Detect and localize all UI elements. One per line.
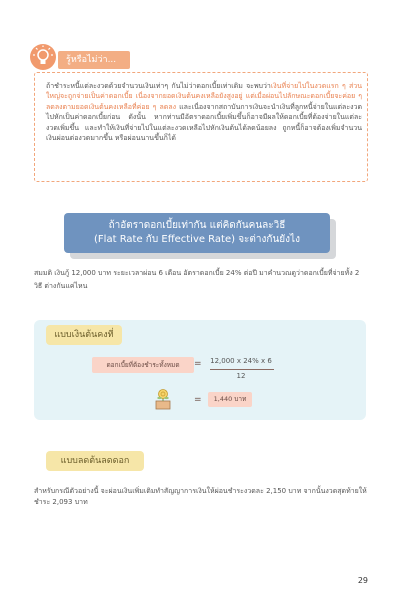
tip-text-part-3: และเนื่องจากสถาบันการเงินจะนำเงินที่ลูกหนี้จ่ายในแต่ละงวดไปหักเป็นค่าดอกเบี้ยก่อน ดังนั้น หากท่านมีอัตราดอกเบี้ยเพิ่มขึ้นก็อาจมีผลให้ดอกเบี้ยที่ต้องจ่ายในแต่ละงวดเพิ่มขึ้น และทำให้เงินที่จ่ายไปในแต่ละงวดเหลือไปหักเงินต้นได้ลดน้อยลง ถูกหนี้ก็อาจต้องเพิ่มจำนวนเงินผ่อนต่องวดมากขึ้น หรือผ่อนนานขึ้นก็ได้ <box>46 102 362 143</box>
tip-text <box>46 81 362 143</box>
formula-numerator: 12,000 x 24% x 6 <box>210 357 272 365</box>
example-intro: สมมติ เงินกู้ 12,000 บาท ระยะเวลาผ่อน 6 เดือน อัตราดอกเบี้ย 24% ต่อปี มาคำนวณดูว่าดอกเบี้ยที่จ่ายทั้ง 2 วิธี ต่างกันแค่ไหน <box>34 269 360 290</box>
page-number: 29 <box>357 576 368 585</box>
formula-denominator: 12 <box>236 372 246 380</box>
tip-text-highlight: เงินที่จ่ายไปในงวดแรก ๆ ส่วนใหญ่จะถูกจ่ายเป็นค่าดอกเบี้ย เนื่องจากยอดเงินต้นคงเหลือยังสูงอยู่ แต่เมื่อผ่อนไปลักษณะดอกเบี้ยจะค่อย ๆ ลดลงตามยอดเงินต้นคงเหลือที่ค่อย ๆ ลดลง <box>46 82 362 111</box>
fraction-line <box>210 369 274 370</box>
flat-rate-result: 1,440 บาท <box>208 392 252 407</box>
money-plant-icon <box>151 388 175 410</box>
lightbulb-icon <box>30 44 56 70</box>
result-equals-sign: = <box>194 395 202 405</box>
section-banner <box>64 213 330 253</box>
effective-rate-label: แบบลดต้นลดดอก <box>46 451 144 471</box>
interest-term-label: ดอกเบี้ยที่ต้องชำระทั้งหมด <box>92 357 194 373</box>
flat-rate-label: แบบเงินต้นคงที่ <box>46 325 122 345</box>
equals-sign: = <box>194 359 202 369</box>
banner-subtitle: (Flat Rate กับ Effective Rate) จะต่างกันยังไง <box>94 234 300 245</box>
effective-rate-text: สำหรับกรณีตัวอย่างนี้ จะผ่อนเงินเพิ่มเติมทำสัญญาการเงินให้ผ่อนชำระงวดละ 2,150 บาท จากนั้นงวดสุดท้ายให้ชำระ 2,093 บาท <box>34 487 367 506</box>
banner-title: ถ้าอัตราดอกเบี้ยเท่ากัน แต่คิดกันคนละวิธี <box>108 220 286 231</box>
tip-label: รู้หรือไม่ว่า... <box>58 51 130 69</box>
tip-text-part-1: ถ้าชำระหนี้แต่ละงวดด้วยจำนวนเงินเท่าๆ กันไม่ว่าดอกเบี้ยเท่าเดิม จะพบว่า <box>46 82 271 90</box>
